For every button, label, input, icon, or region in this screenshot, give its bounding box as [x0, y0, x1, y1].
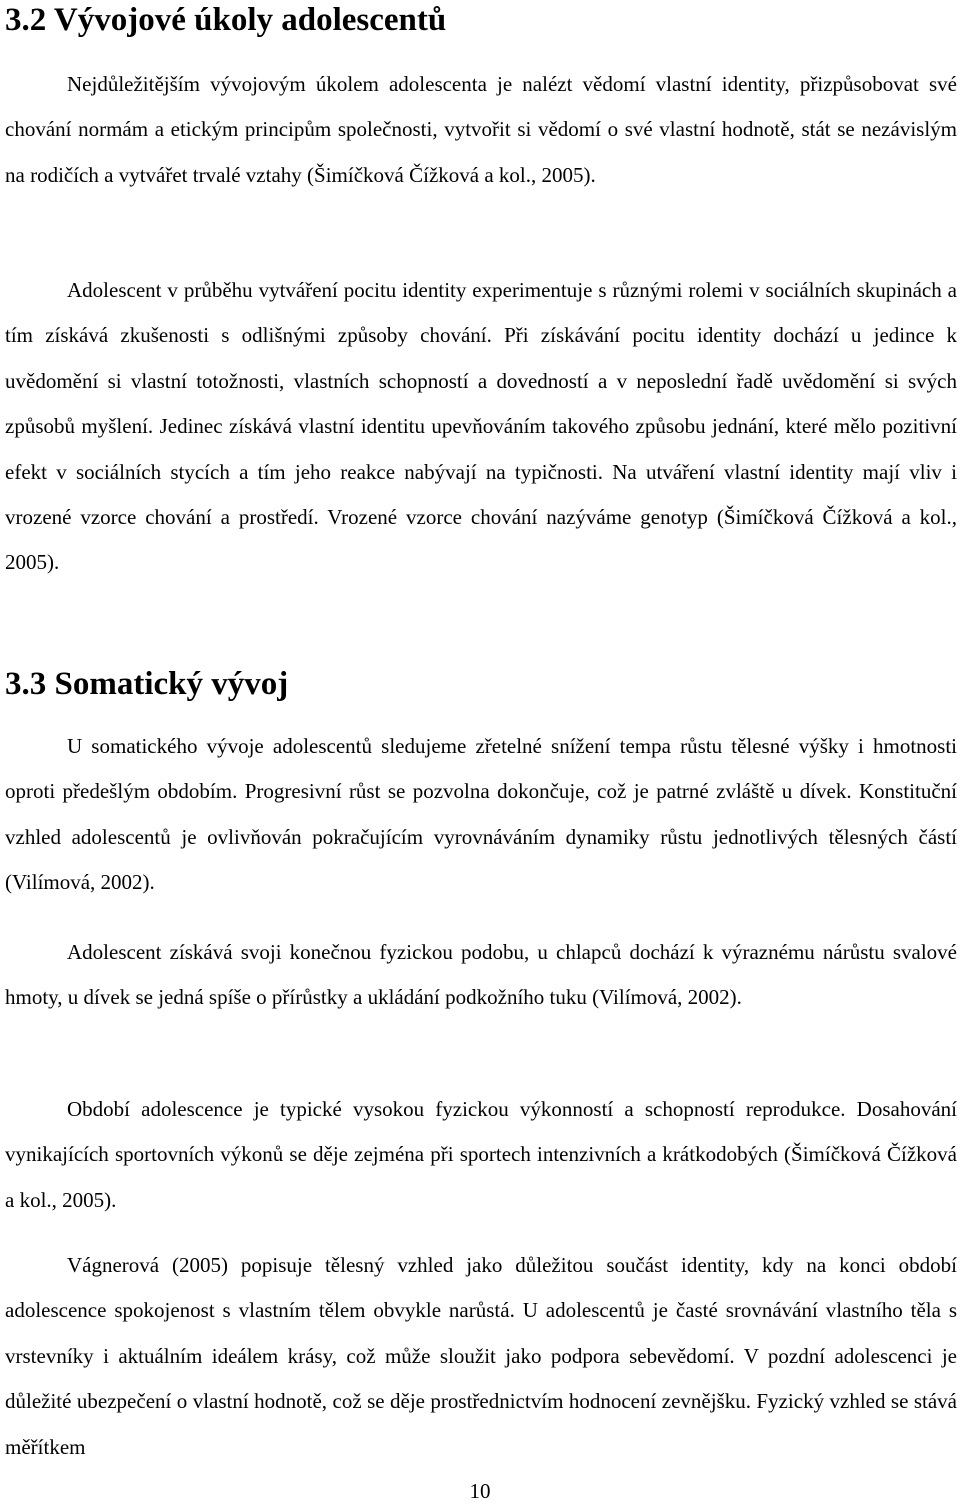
paragraph-text: Adolescent získává svoji konečnou fyzickou podobu, u chlapců dochází k výraznému nárůstu svalové hmoty, u dívek se jedná spíše o přírůstky a ukládání podkožního tuku (Vilímová, 2002). — [5, 940, 957, 1010]
paragraph-text: Adolescent v průběhu vytváření pocitu identity experimentuje s různými rolemi v sociálních skupinách a tím získává zkušenosti s odlišnými způsoby chování. Při získávání pocitu identity dochází u jedince k uvědomění si vlastní totožnosti, vlastních schopností a dovedností a v neposlední řadě uvědomění si svých způsobů myšlení. Jedinec získává vlastní identitu upevňováním takového způsobu jednání, které mělo pozitivní efekt v sociálních stycích a tím jeho reakce nabývají na typičnosti. Na utváření vlastní identity mají vliv i vrozené vzorce chování a prostředí. Vrozené vzorce chování nazýváme genotyp (Šimíčková Čížková a kol., 2005). — [5, 278, 957, 575]
paragraph-developmental-tasks — [5, 62, 957, 198]
paragraph-text: Období adolescence je typické vysokou fyzickou výkonností a schopností reprodukce. Dosahování vynikajících sportovních výkonů se děje zejména při sportech intenzivních a krátkodobých (Šimíčková Čížková a kol., 2005). — [5, 1097, 957, 1212]
page-number: 10 — [469, 1479, 491, 1503]
paragraph-final-physical-form — [5, 930, 957, 1021]
section-heading-3-2: 3.2 Vývojové úkoly adolescentů — [5, 2, 447, 38]
paragraph-identity-experimenting — [5, 268, 957, 586]
paragraph-text: U somatického vývoje adolescentů sledujeme zřetelné snížení tempa růstu tělesné výšky i hmotnosti oproti předešlým obdobím. Progresivní růst se pozvolna dokončuje, což je patrné zvláště u dívek. Konstituční vzhled adolescentů je ovlivňován pokračujícím vyrovnáváním dynamiky růstu jednotlivých tělesných částí (Vilímová, 2002). — [5, 734, 957, 895]
paragraph-text: Vágnerová (2005) popisuje tělesný vzhled jako důležitou součást identity, kdy na konci období adolescence spokojenost s vlastním tělem obvykle narůstá. U adolescentů je časté srovnávání vlastního těla s vrstevníky i aktuálním ideálem krásy, což může sloužit jako podpora sebevědomí. V pozdní adolescenci je důležité ubezpečení o vlastní hodnotě, což se děje prostřednictvím hodnocení zevnějšku. Fyzický vzhled se stává měřítkem — [5, 1253, 957, 1459]
paragraph-text: Nejdůležitějším vývojovým úkolem adolescenta je nalézt vědomí vlastní identity, přizpůsobovat své chování normám a etickým principům společnosti, vytvořit si vědomí o své vlastní hodnotě, stát se nezávislým na rodičích a vytvářet trvalé vztahy (Šimíčková Čížková a kol., 2005). — [5, 72, 957, 187]
paragraph-somatic-growth — [5, 724, 957, 906]
section-heading-3-3: 3.3 Somatický vývoj — [5, 666, 289, 702]
paragraph-physical-performance — [5, 1087, 957, 1223]
paragraph-body-image — [5, 1243, 957, 1470]
